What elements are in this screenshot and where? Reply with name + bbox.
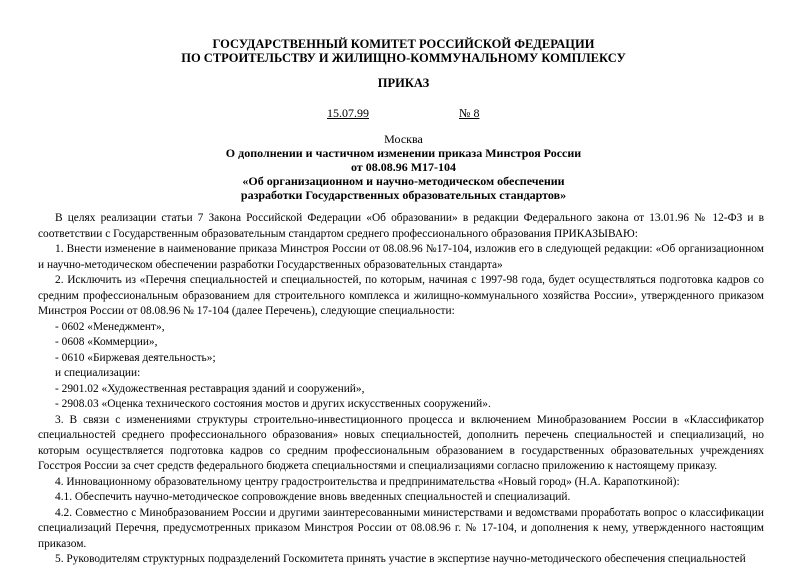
clause-4-1: 4.1. Обеспечить научно-методическое сопровождение вновь введенных специальностей и специализаций. bbox=[55, 491, 571, 503]
committee-name-line-2: ПО СТРОИТЕЛЬСТВУ И ЖИЛИЩНО-КОММУНАЛЬНОМУ КОМПЛЕКСУ bbox=[181, 51, 626, 65]
clause-1: 1. Внести изменение в наименование приказа Минстроя России от 08.08.96 №17-104, изложив его в следующей редакции: «Об организационном и научно-методическом обеспечении разработки Государственных образовательных стандарта» bbox=[38, 243, 764, 271]
preamble-paragraph: В целях реализации статьи 7 Закона Российской Федерации «Об образовании» в редакции Федерального закона от 13.01.96 № 12-ФЗ и в соответствии с Государственным образовательным стандартом среднего профессионального образования ПРИКАЗЫВАЮ: bbox=[38, 212, 764, 240]
list-item: и специализации: bbox=[55, 367, 141, 379]
order-subject-line-2: от 08.08.96 М17-104 bbox=[350, 160, 457, 174]
list-item: - 2908.03 «Оценка технического состояния мостов и других искусственных сооружений». bbox=[55, 398, 491, 410]
order-subject-line-1: О дополнении и частичном изменении приказа Минстроя России bbox=[225, 146, 582, 160]
list-item: - 0608 «Коммерции», bbox=[55, 336, 158, 348]
clause-5: 5. Руководителям структурных подразделений Госкомитета принять участие в экспертизе научно-методического обеспечения специальностей bbox=[55, 553, 746, 565]
list-item: - 0602 «Менеджмент», bbox=[55, 320, 165, 333]
committee-name-line-1: ГОСУДАРСТВЕННЫЙ КОМИТЕТ РОССИЙСКОЙ ФЕДЕРАЦИИ bbox=[212, 37, 595, 51]
order-subject-line-4: разработки Государственных образовательных стандартов» bbox=[240, 188, 567, 202]
order-date: 15.07.99 bbox=[327, 106, 369, 120]
clause-3: 3. В связи с изменениями структуры строительно-инвестиционного процесса и включением Минобразованием России в «Классификатор специальностей среднего профессионального образования» новых специальностей, дополнить перечень специальностей и специализаций, но которым осуществляется подготовка кадров со средним профессиональным образованием в государственных образовательных учреждениях Госстроя России за счет средств федерального бюджета специальностями и специализациями согласно приложению к настоящему приказу. bbox=[38, 413, 764, 472]
order-body bbox=[38, 211, 764, 568]
order-number: № 8 bbox=[459, 106, 480, 120]
order-city: Москва bbox=[384, 132, 423, 146]
list-item: - 0610 «Биржевая деятельность»; bbox=[55, 351, 216, 364]
clause-4-2: 4.2. Совместно с Минобразованием России и другими заинтересованными министерствами и ведомствами проработать вопрос о классификации специализаций Перечня, предусмотренных приказом Минстроя России от 08.08.96 г. № 17-104, и дополнения к нему, утвержденного настоящим приказом. bbox=[38, 506, 764, 550]
clause-4: 4. Инновационному образовательному центру градостроительства и предпринимательства «Новый город» (Н.А. Карапоткиной): bbox=[55, 475, 680, 488]
document-type: ПРИКАЗ bbox=[377, 76, 430, 90]
order-subject-line-3: «Об организационном и научно-методическом обеспечении bbox=[242, 174, 565, 188]
clause-2: 2. Исключить из «Перечня специальностей и специальностей, по которым, начиная с 1997-98 года, будет осуществляться подготовка кадров со средним профессиональным образованием для строительного комплекса и жилищно-коммунального хозяйства России», утвержденного приказом Минстроя России от 08.08.96 № 17-104 (далее Перечень), следующие специальности: bbox=[38, 274, 764, 317]
list-item: - 2901.02 «Художественная реставрация зданий и сооружений», bbox=[55, 382, 365, 395]
